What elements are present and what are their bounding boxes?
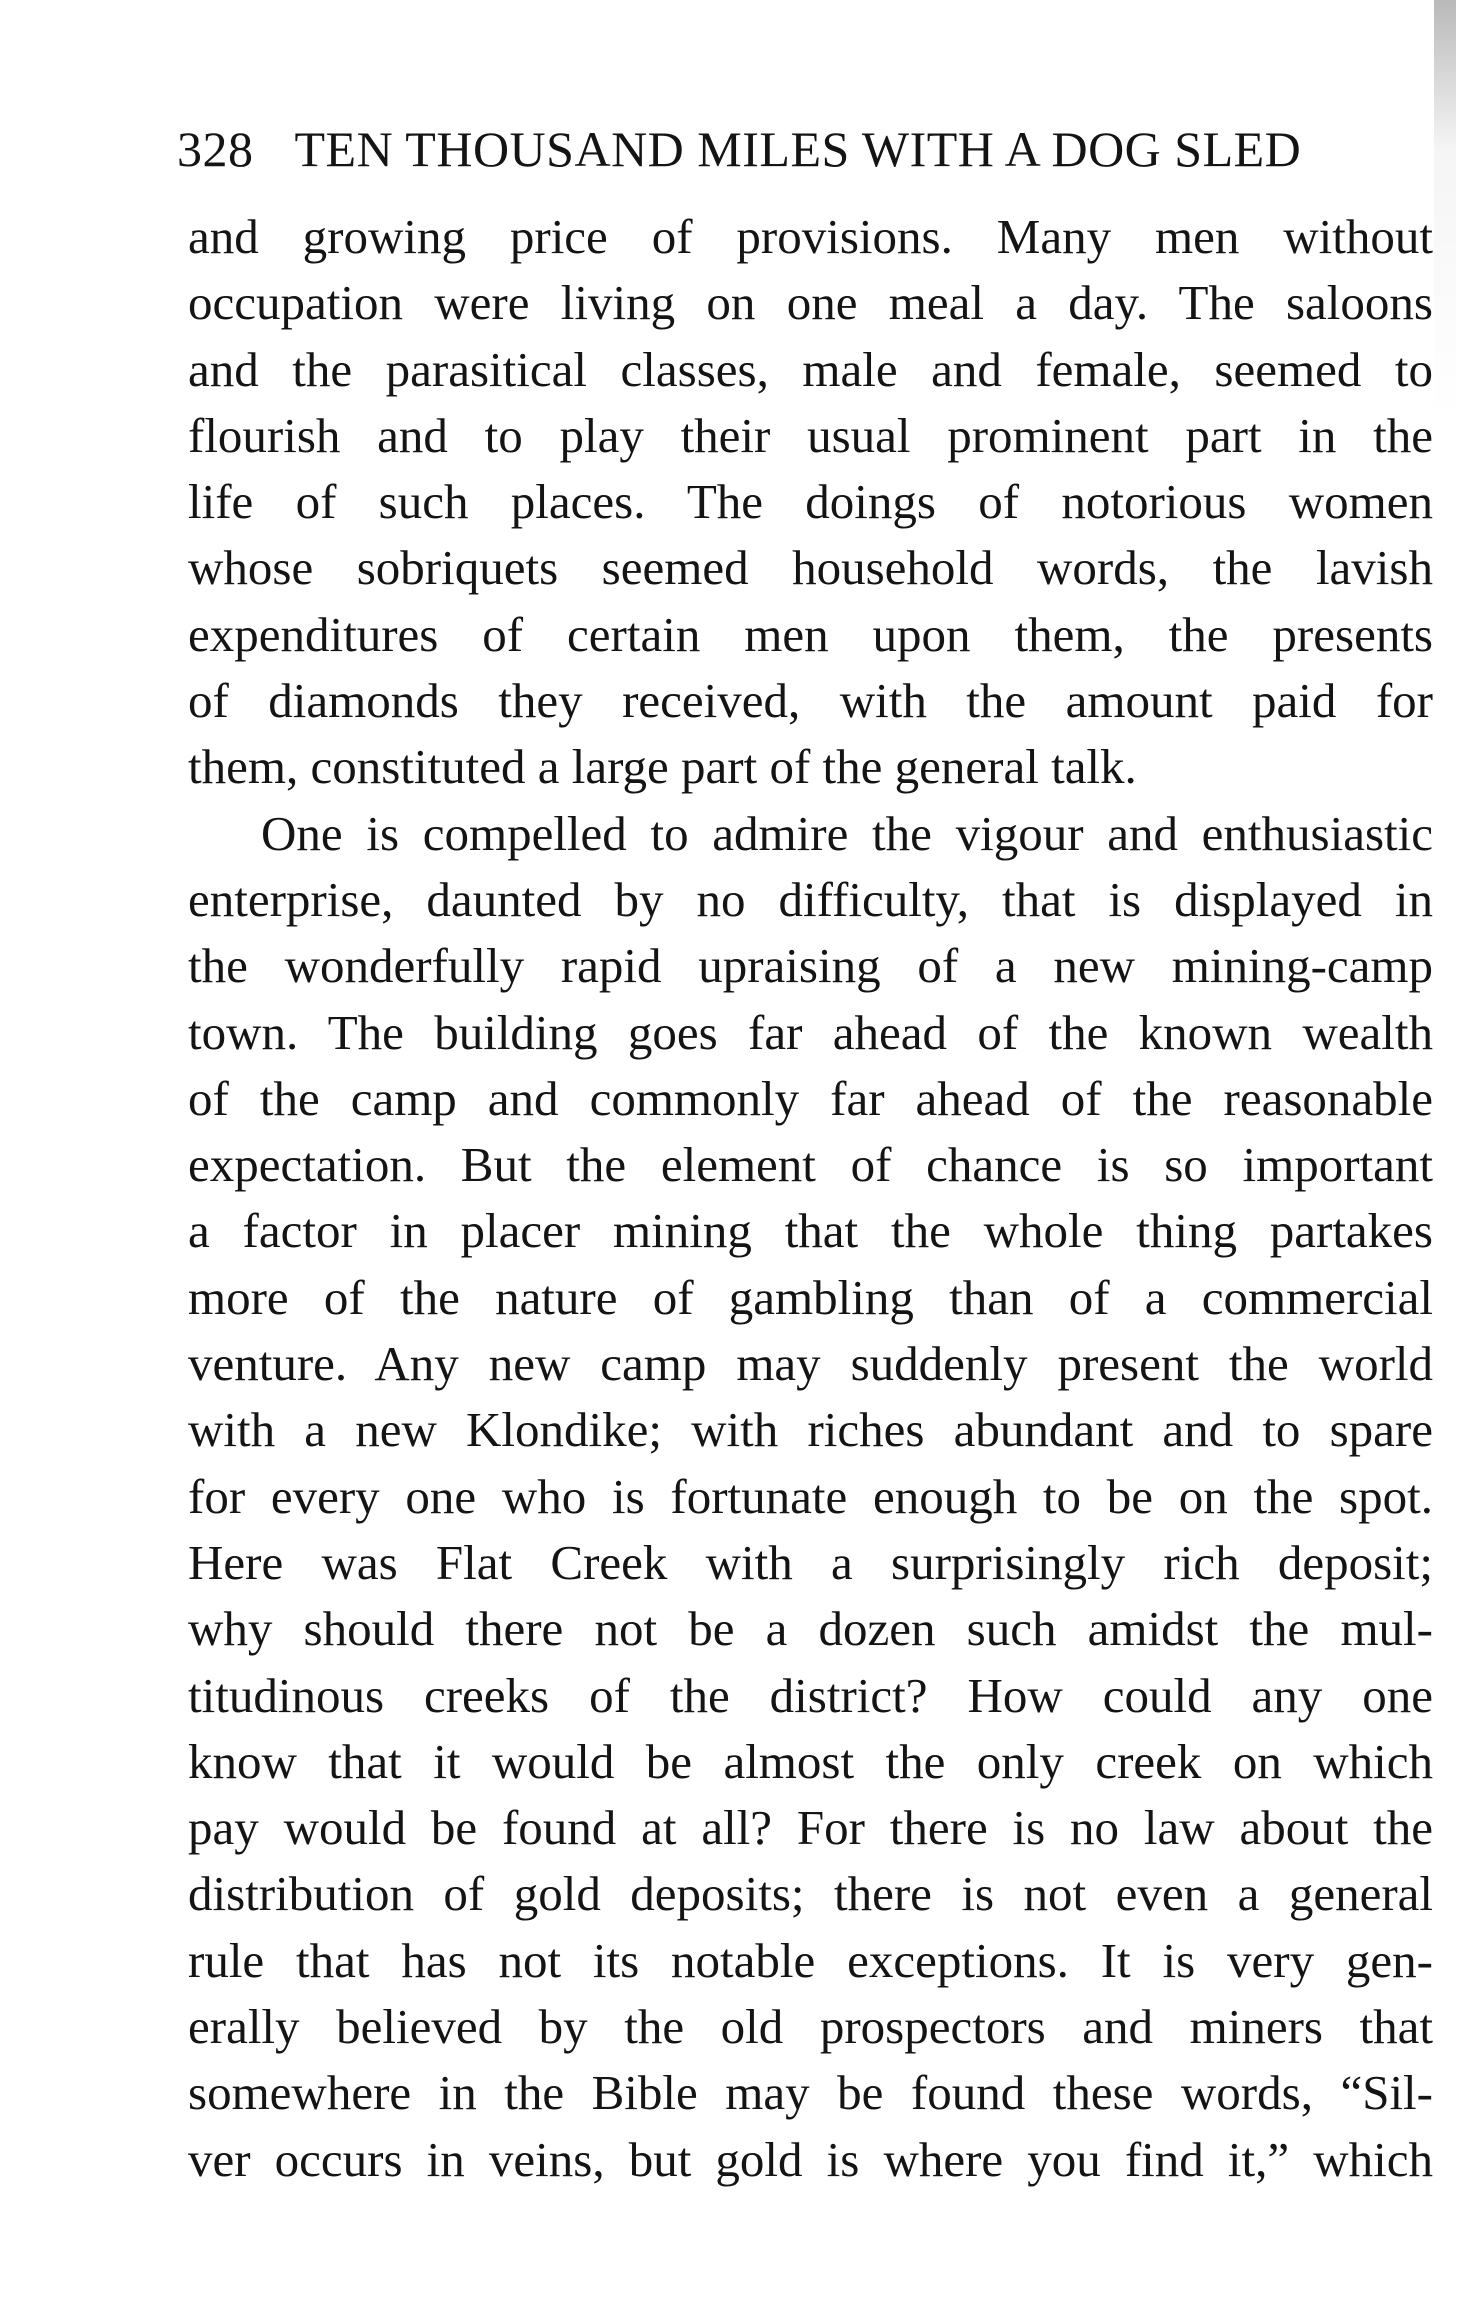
text-line: of diamonds they received, with the amount paid for bbox=[188, 673, 1433, 729]
text-line: town. The building goes far ahead of the known wealth bbox=[188, 1004, 1433, 1060]
body-text bbox=[188, 204, 1433, 2193]
text-line: erally believed by the old prospectors and miners that bbox=[188, 1999, 1433, 2055]
text-line: and the parasitical classes, male and female, seemed to bbox=[188, 341, 1433, 397]
text-line: life of such places. The doings of notorious women bbox=[188, 474, 1433, 530]
text-line: why should there not be a dozen such amidst the mul- bbox=[188, 1601, 1433, 1657]
scan-edge-shadow bbox=[1434, 0, 1456, 600]
text-line: more of the nature of gambling than of a commercial bbox=[188, 1269, 1433, 1325]
running-header bbox=[177, 114, 1437, 184]
text-line: expenditures of certain men upon them, the presents bbox=[188, 606, 1433, 662]
text-line: rule that has not its notable exceptions. It is very gen- bbox=[188, 1932, 1433, 1988]
text-line: a factor in placer mining that the whole thing partakes bbox=[188, 1203, 1433, 1259]
text-line: flourish and to play their usual prominent part in the bbox=[188, 407, 1433, 463]
running-title: TEN THOUSAND MILES WITH A DOG SLED bbox=[294, 121, 1302, 177]
text-line: and growing price of provisions. Many men without bbox=[188, 209, 1433, 264]
text-line: for every one who is fortunate enough to be on the spot. bbox=[188, 1468, 1433, 1524]
page-number: 328 bbox=[177, 121, 254, 177]
text-line: ver occurs in veins, but gold is where you find it,” which bbox=[188, 2131, 1433, 2187]
text-line: of the camp and commonly far ahead of the reasonable bbox=[188, 1070, 1433, 1126]
text-line: know that it would be almost the only creek on which bbox=[188, 1733, 1433, 1789]
text-line: enterprise, daunted by no difficulty, that is displayed in bbox=[188, 871, 1433, 927]
text-line: pay would be found at all? For there is no law about the bbox=[188, 1800, 1433, 1856]
text-line: somewhere in the Bible may be found these words, “Sil- bbox=[188, 2065, 1433, 2121]
text-line: distribution of gold deposits; there is not even a general bbox=[188, 1866, 1433, 1922]
text-line: the wonderfully rapid upraising of a new mining-camp bbox=[188, 938, 1433, 994]
paragraph-start-line: One is compelled to admire the vigour and enthusiastic bbox=[261, 805, 1433, 861]
text-line: with a new Klondike; with riches abundant and to spare bbox=[188, 1402, 1433, 1458]
text-line: venture. Any new camp may suddenly present the world bbox=[188, 1336, 1433, 1392]
text-line: titudinous creeks of the district? How could any one bbox=[188, 1667, 1433, 1723]
text-line: whose sobriquets seemed household words, the lavish bbox=[188, 540, 1433, 596]
text-line: expectation. But the element of chance is so important bbox=[188, 1137, 1433, 1193]
text-line: Here was Flat Creek with a surprisingly rich deposit; bbox=[188, 1534, 1433, 1590]
text-line: them, constituted a large part of the general talk. bbox=[188, 739, 1137, 795]
text-line: occupation were living on one meal a day. The saloons bbox=[188, 275, 1433, 331]
